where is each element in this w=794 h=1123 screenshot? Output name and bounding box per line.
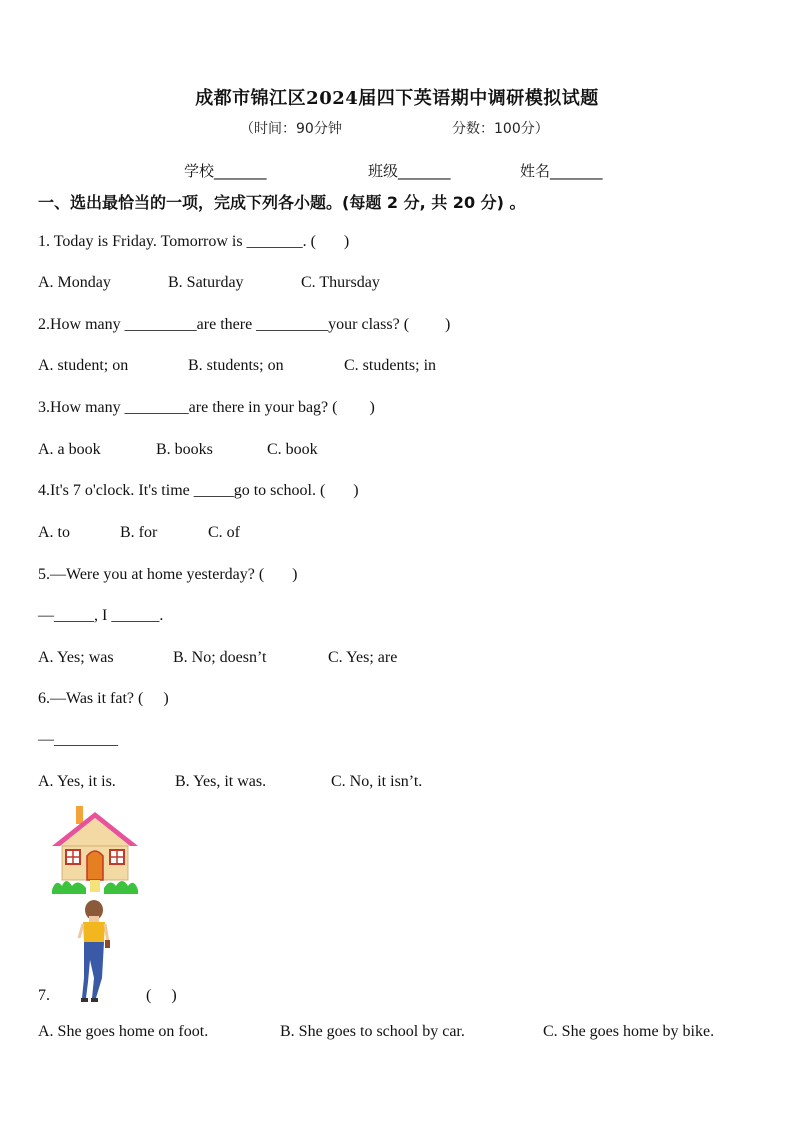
- question-6-answer-line: —________: [38, 731, 118, 748]
- q2-option-a: A. student; on: [38, 357, 129, 374]
- q6-option-b: B. Yes, it was.: [175, 773, 267, 790]
- question-5: 5.—Were you at home yesterday? ( ): [38, 566, 298, 583]
- q6-option-a: A. Yes, it is.: [38, 773, 116, 790]
- name-field: 姓名_______: [520, 162, 603, 180]
- q7-option-c: C. She goes home by bike.: [543, 1023, 715, 1040]
- q3-option-a: A. a book: [38, 441, 101, 458]
- exam-score: 分数：100分）: [452, 121, 549, 137]
- question-4: 4.It's 7 o'clock. It's time _____go to school. ( ): [38, 482, 359, 499]
- q4-option-b: B. for: [120, 524, 158, 541]
- q3-option-b: B. books: [156, 441, 213, 458]
- q7-option-b: B. She goes to school by car.: [280, 1023, 465, 1040]
- q5-option-b: B. No; doesn’t: [173, 649, 267, 666]
- question-1: 1. Today is Friday. Tomorrow is _______. ( ): [38, 233, 350, 250]
- class-field: 班级_______: [368, 162, 451, 180]
- q2-option-b: B. students; on: [188, 357, 284, 374]
- school-field: 学校_______: [184, 162, 267, 180]
- question-7-paren: ( ): [146, 987, 177, 1004]
- question-7-number: 7.: [38, 987, 50, 1004]
- question-2: 2.How many _________are there _________your class? ( ): [38, 316, 451, 333]
- page-title: 成都市锦江区2024届四下英语期中调研模拟试题: [195, 88, 599, 109]
- q3-option-c: C. book: [267, 441, 318, 458]
- q7-option-a: A. She goes home on foot.: [38, 1023, 209, 1040]
- q1-option-a: A. Monday: [38, 274, 111, 291]
- section-heading: 一、选出最恰当的一项，完成下列各小题。(每题 2 分, 共 20 分) 。: [38, 193, 526, 212]
- question-3: 3.How many ________are there in your bag? ( ): [38, 399, 375, 416]
- question-5-answer-line: —_____, I ______.: [38, 607, 164, 624]
- q1-option-b: B. Saturday: [168, 274, 244, 291]
- house-icon: [50, 806, 140, 896]
- q5-option-a: A. Yes; was: [38, 649, 114, 666]
- q4-option-a: A. to: [38, 524, 70, 541]
- q1-option-c: C. Thursday: [301, 274, 380, 291]
- walking-girl-icon: [74, 898, 114, 1004]
- q2-option-c: C. students; in: [344, 357, 437, 374]
- exam-time: （时间：90分钟: [240, 121, 342, 137]
- q4-option-c: C. of: [208, 524, 240, 541]
- q5-option-c: C. Yes; are: [328, 649, 398, 666]
- question-6: 6.—Was it fat? ( ): [38, 690, 169, 707]
- q6-option-c: C. No, it isn’t.: [331, 773, 423, 790]
